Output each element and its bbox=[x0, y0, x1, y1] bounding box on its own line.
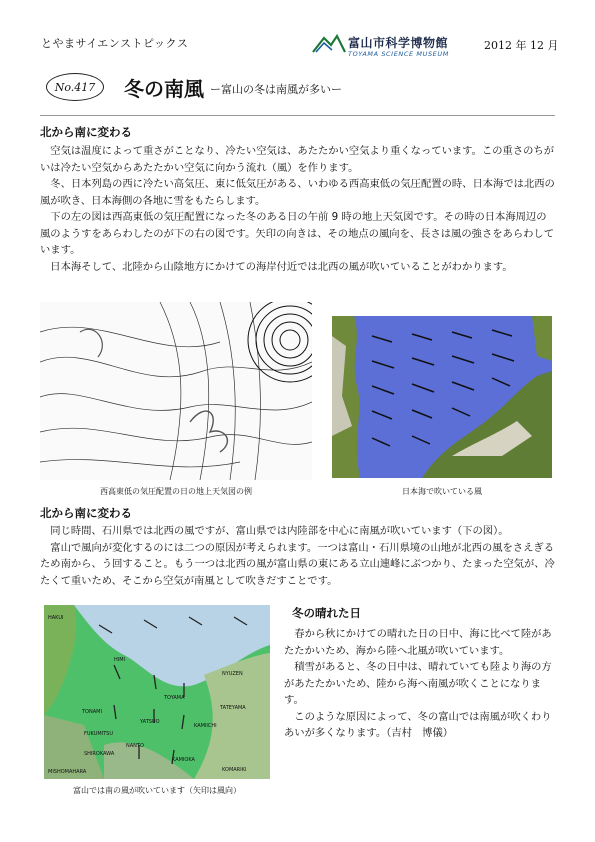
section3-heading: 冬の晴れた日 bbox=[292, 606, 361, 620]
section3-body bbox=[284, 626, 554, 742]
page-subtitle: ー富山の冬は南風が多いー bbox=[210, 83, 342, 96]
museum-logo bbox=[312, 32, 462, 62]
section2-heading: 北から南に変わる bbox=[40, 506, 132, 520]
issue-date: 2012 年 12 月 bbox=[484, 39, 559, 52]
museum-name-jp: 富山市科学博物館 bbox=[348, 36, 449, 50]
museum-name-en: TOYAMA SCIENCE MUSEUM bbox=[348, 50, 449, 58]
section3-paragraph: 春から秋にかけての晴れた日の日中、海に比べて陸があたたかいため、海から陸へ北風が吹いています。 bbox=[284, 628, 552, 657]
section2-body bbox=[40, 523, 555, 589]
weather-chart-image bbox=[40, 302, 312, 480]
map-label: YATSUO bbox=[140, 719, 160, 725]
section2-paragraph: 同じ時間、石川県では北西の風ですが、富山県では内陸部を中心に南風が吹いています（下の図）。 bbox=[50, 525, 509, 537]
section1-paragraph: 冬、日本列島の西に冷たい高気圧、東に低気圧がある、いわゆる西高東低の気圧配置の時、日本海では北西の風が吹き、日本海側の各地に雪をもたらします。 bbox=[40, 178, 555, 207]
map-label: TONAMI bbox=[82, 709, 102, 715]
map-label: KOMARIKI bbox=[222, 767, 247, 773]
japan-sea-wind-caption: 日本海で吹いている風 bbox=[402, 487, 482, 496]
map-label: NYUZEN bbox=[222, 671, 243, 677]
map-label: FUKUMITSU bbox=[84, 731, 114, 737]
section3-paragraph: 積雪があると、冬の日中は、晴れていても陸より海の方があたたかいため、陸から海へ南風が吹くことになります。 bbox=[284, 661, 552, 706]
section1-paragraph: 空気は温度によって重さがことなり、冷たい空気は、あたたかい空気より重くなっています。この重さのちがいは冷たい空気からあたたかい空気に向かう流れ（風）を作ります。 bbox=[40, 145, 555, 174]
map-label: KAMIOKA bbox=[172, 757, 195, 763]
section1-body bbox=[40, 143, 555, 275]
section1-paragraph: 下の左の図は西高東低の気圧配置になった冬のある日の午前 9 時の地上天気図です。その時の日本海周辺の風のようすをあらわしたのが下の右の図です。矢印の向きは、その地点の風向を、長さは風の強さをあらわしています。 bbox=[40, 211, 555, 256]
section3-paragraph: このような原因によって、冬の富山では南風が吹くわりあいが多くなります。（吉村 博儀） bbox=[284, 710, 552, 739]
section1-heading: 北から南に変わる bbox=[40, 125, 132, 139]
page-title: 冬の南風 bbox=[124, 77, 204, 101]
map-label: TATEYAMA bbox=[220, 705, 246, 711]
map-label: TOYAMA bbox=[164, 695, 185, 701]
map-label: SHIROKAWA bbox=[84, 751, 115, 757]
map-label: HIMI bbox=[114, 657, 126, 663]
map-label: MISHOMAHARA bbox=[48, 769, 87, 775]
map-label: KAMIICHI bbox=[194, 723, 217, 729]
series-title: とやまサイエンストピックス bbox=[41, 37, 189, 50]
map-label: NANTO bbox=[126, 743, 144, 749]
title-divider bbox=[40, 115, 555, 116]
issue-number-badge: No.417 bbox=[46, 73, 104, 101]
mountain-logo-icon bbox=[312, 32, 346, 54]
japan-sea-wind-image bbox=[332, 316, 552, 478]
toyama-wind-map-image bbox=[44, 605, 270, 779]
section1-paragraph: 日本海そして、北陸から山陰地方にかけての海岸付近では北西の風が吹いていることがわかります。 bbox=[50, 260, 513, 273]
weather-chart-caption: 西高東低の気圧配置の日の地上天気図の例 bbox=[100, 487, 252, 496]
section2-paragraph: 富山で風向が変化するのには二つの原因が考えられます。一つは富山・石川県境の山地が北西の風をさえぎるため南から、う回すること。もう一つは北西の風が富山県の東にある立山連峰にぶつかり、たまった空気が、冷たくて重いため、そこから空気が南風として吹きだすことです。 bbox=[40, 541, 555, 587]
toyama-wind-map-caption: 富山では南の風が吹いています（矢印は風向） bbox=[73, 786, 241, 795]
map-label: HAKUI bbox=[48, 615, 64, 621]
